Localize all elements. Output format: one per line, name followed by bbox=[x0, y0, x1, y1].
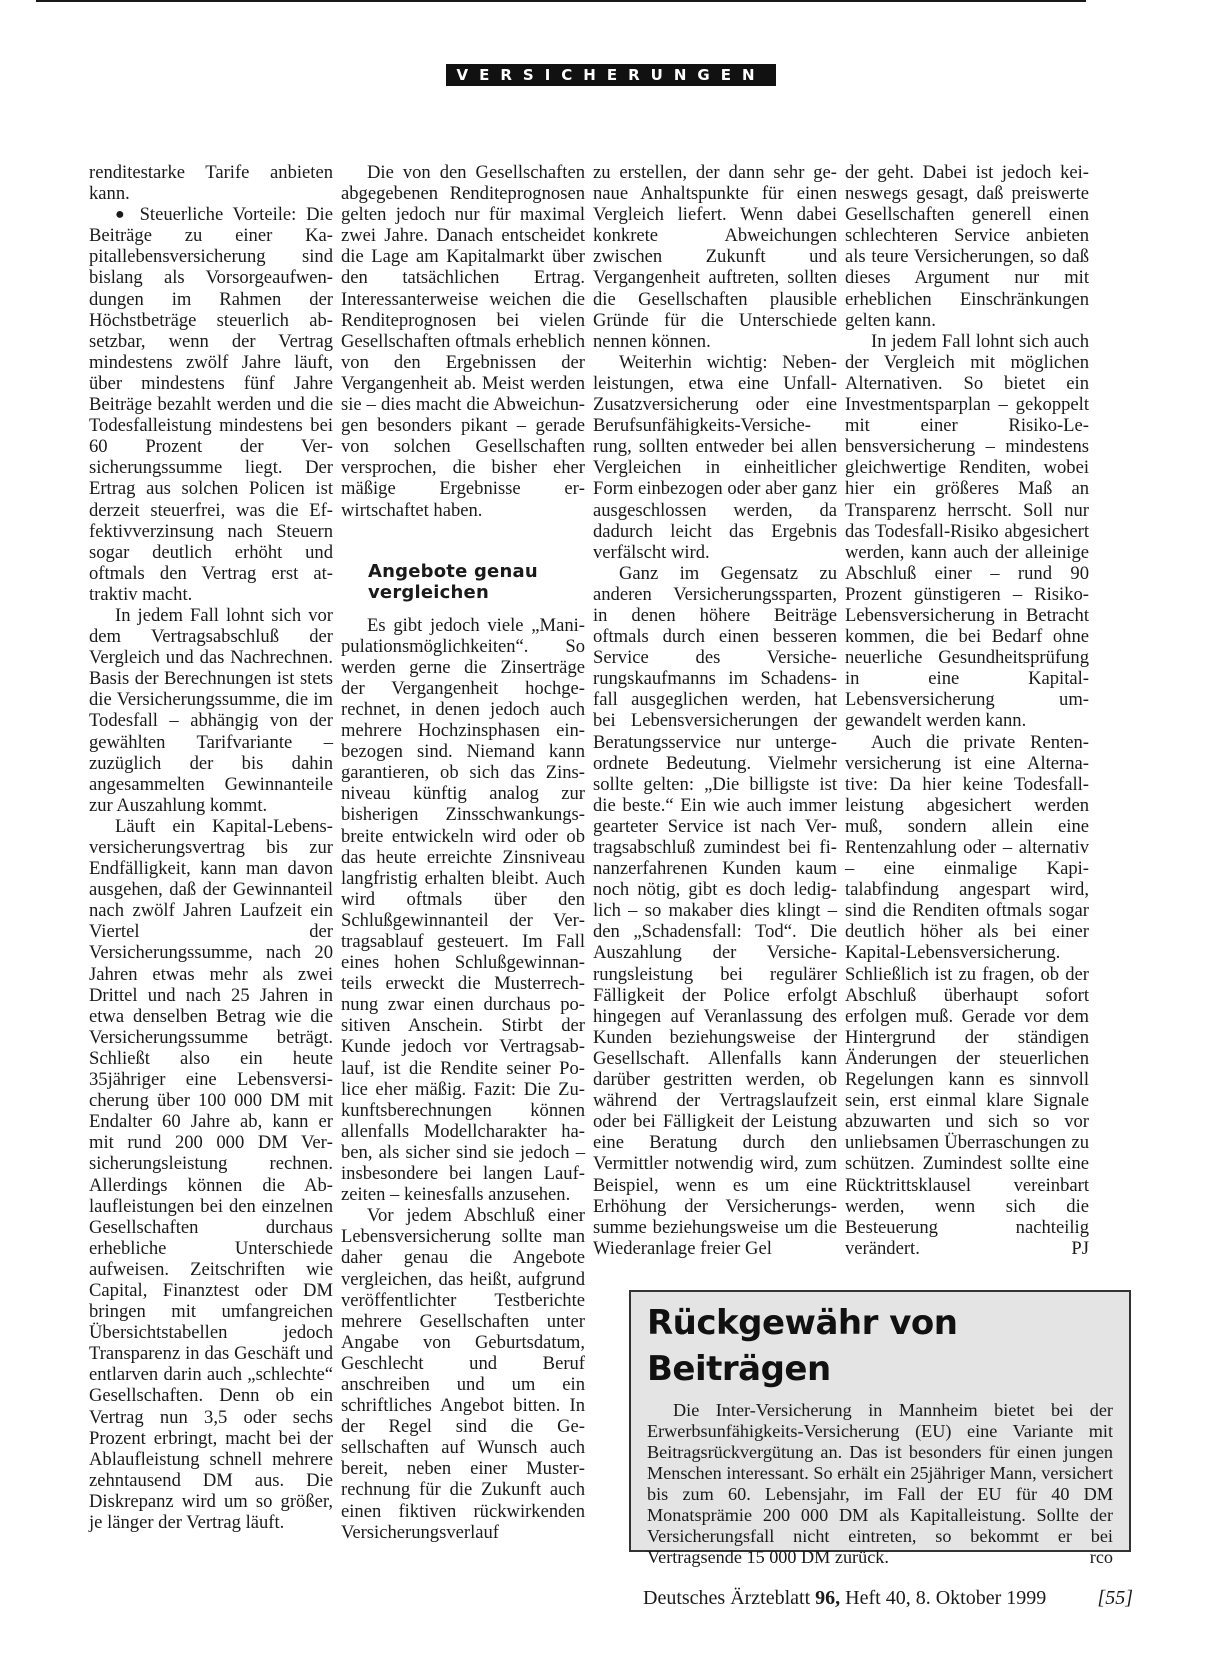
box-text bbox=[647, 1400, 1113, 1568]
top-rule bbox=[36, 0, 1086, 2]
paragraph bbox=[593, 162, 837, 352]
journal-issue: Heft 40, 8. Oktober 1999 bbox=[845, 1587, 1047, 1609]
paragraph-text: In jedem Fall lohnt sich vor dem Vertragsabschluß der Vergleich und das Nachrechnen. Basis der Berechnungen ist stets die Versicherungssumme, die im Todesfall – abhängig von der gewählten Tarifvariante – zuzüglich der bis dahin angesammelten Gewinnanteile zur Auszahlung kommt. bbox=[89, 604, 333, 816]
paragraph-text: renditestarke Tarife anbieten kann. bbox=[89, 162, 333, 205]
subheading: Angebote genau vergleichen bbox=[368, 560, 538, 603]
article-column-4 bbox=[845, 162, 1089, 1259]
paragraph bbox=[845, 162, 1089, 331]
article-column-2 bbox=[341, 162, 585, 1543]
paragraph-text: Steuerliche Vorteile: Die Beiträge zu einer Kapitallebensversicherung sind bislang als Vorsorgeaufwendungen im Rahmen der Höchstbeträge steuerlich absetzbar, wenn der Vertrag mindestens zwölf Jahre läuft, über mindestens fünf Jahre Beiträge bezahlt werden und die Todesfalleistung mindestens bei 60 Prozent der Versicherungssumme liegt. Der Ertrag aus solchen Policen ist derzeit steuerfrei, was die Effektivverzinsung nach Steuern sogar deutlich erhöht und oftmals den Vertrag erst attraktiv macht. bbox=[89, 204, 333, 605]
box-title: Rückgewähr von Beiträgen bbox=[647, 1303, 958, 1389]
paragraph bbox=[593, 563, 837, 1259]
paragraph-text: Weiterhin wichtig: Nebenleistungen, etwa eine Unfall-Zusatzversicherung oder eine Berufsunfähigkeits-Versicherung, sollten entweder bei allen Vergleichen in einheitlicher Form einbezogen oder aber ganz ausgeschlossen werden, da dadurch leicht das Ergebnis verfälscht wird. bbox=[593, 351, 837, 563]
paragraph bbox=[341, 1205, 585, 1543]
paragraph bbox=[845, 732, 1089, 1259]
paragraph bbox=[89, 605, 333, 816]
paragraph bbox=[341, 615, 585, 1206]
box-body: Die Inter-Versicherung in Mannheim bietet bei der Erwerbsunfähigkeits-Versicherung (EU) eine Variante mit Beitragsrückvergütung an. Das ist besonders für einen jungen Menschen interessant. So erhält ein 25jähriger Mann, versichert bis zum 60. Lebensjahr, im Fall der EU für 40 DM Monatsprämie 200 000 DM als Kapitalleistung. Sollte der Versicherungsfall nicht eintreten, so bekommt er bei Vertragsende 15 000 DM zurück. bbox=[647, 1400, 1113, 1567]
page-footer bbox=[643, 1586, 1133, 1610]
section-label: VERSICHERUNGEN bbox=[446, 64, 776, 86]
paragraph bbox=[341, 162, 585, 521]
paragraph-text: In jedem Fall lohnt sich auch der Vergleich mit möglichen Alternativen. So bietet ein Investmentsparplan – gekoppelt mit einer Risiko-Lebensversicherung – mindestens gleichwertige Renditen, wobei hier ein größeres Maß an Transparenz herrscht. Soll nur das Todesfall-Risiko abgesichert werden, kann auch der alleinige Abschluß einer – rund 90 Prozent günstigeren – Risiko-Lebensversicherung in Betracht kommen, die bei Bedarf ohne neuerliche Gesundheitsprüfung in eine Kapital-Lebensversicherung umgewandelt werden kann. bbox=[845, 330, 1089, 732]
journal-volume: 96, bbox=[815, 1587, 841, 1609]
paragraph-text: der geht. Dabei ist jedoch keineswegs gesagt, daß preiswerte Gesellschaften generell einen schlechteren Service anbieten als teure Versicherungen, so daß dieses Argument nur mit erheblichen Einschränkungen gelten kann. bbox=[845, 162, 1089, 331]
paragraph bbox=[593, 352, 837, 563]
paragraph-text: Es gibt jedoch viele „Manipulationsmöglichkeiten“. So werden gerne die Zinserträge der Vergangenheit hochgerechnet, in denen jedoch auch mehrere Hochzinsphasen einbezogen sind. Niemand kann garantieren, ob sich das Zinsniveau künftig analog zur bisherigen Zinsschwankungsbreite entwickeln wird oder ob das heute erreichte Zinsniveau langfristig erhalten bleibt. Auch wird oftmals über den Schlußgewinnanteil der Vertragsablauf gesteuert. Im Fall eines hohen Schlußgewinnanteils erweckt die Musterrechnung zwar einen durchaus positiven Anschein. Stirbt der Kunde jedoch vor Vertragsablauf, ist die Rendite seiner Police eher mäßig. Fazit: Die Zukunftsberechnungen können allenfalls Modellcharakter haben, als sicher sind sie jedoch – insbesondere bei langen Laufzeiten – keinesfalls anzusehen. bbox=[341, 614, 585, 1206]
paragraph bbox=[89, 816, 333, 1533]
paragraph-text: Ganz im Gegensatz zu anderen Versicherungssparten, in denen höhere Beiträge oftmals durch einen besseren Service des Versicherungskaufmanns im Schadensfall ausgeglichen werden, hat bei Lebensversicherungen der Beratungsservice nur untergeordnete Bedeutung. Vielmehr sollte gelten: „Die billigste ist die beste.“ Ein wie auch immer gearteter Service ist nach Vertragsabschluß zumindest bei finanzerfahrenen Kunden kaum noch nötig, gibt es doch lediglich – so makaber dies klingt – den „Schadensfall: Tod“. Die Auszahlung der Versicherungsleistung bei regulärer Fälligkeit der Police erfolgt hingegen auf Veranlassung des Kunden beziehungsweise der Gesellschaft. Allenfalls kann darüber gestritten werden, ob während der Vertragslaufzeit oder bei Fälligkeit der Leistung eine Beratung durch den Vermittler notwendig wird, zum Beispiel, wenn es um eine Erhöhung der Versicherungssumme beziehungsweise um die Wiederanlage freier Gel bbox=[593, 562, 837, 1259]
page-number: [55] bbox=[1097, 1587, 1133, 1609]
paragraph bbox=[89, 162, 333, 204]
journal-name: Deutsches Ärzteblatt bbox=[643, 1587, 811, 1609]
sidebar-box bbox=[629, 1290, 1131, 1567]
paragraph-text: Die von den Gesellschaften abgegebenen Renditeprognosen gelten jedoch nur für maximal zwei Jahre. Danach entscheidet die Lage am Kapitalmarkt über den tatsächlichen Ertrag. Interessanterweise weichen die Renditeprognosen bei vielen Gesellschaften oftmals erheblich von den Ergebnissen der Vergangenheit ab. Meist werden sie – dies macht die Abweichungen besonders pikant – gerade von solchen Gesellschaften versprochen, die bisher eher mäßige Ergebnisse erwirtschaftet haben. bbox=[341, 162, 585, 521]
article-column-3 bbox=[593, 162, 837, 1259]
paragraph bbox=[89, 204, 333, 605]
article-column-1 bbox=[89, 162, 333, 1533]
paragraph-text: Auch die private Rentenversicherung ist eine Alternative: Da hier keine Todesfallleistung abgesichert werden muß, sondern allein eine Rentenzahlung oder – alternativ – eine einmalige Kapitalabfindung angespart wird, sind die Renditen oftmals sogar deutlich höher als bei einer Kapital-Lebensversicherung. Schließlich ist zu fragen, ob der Abschluß überhaupt sofort erfolgen muß. Gerade vor dem Hintergrund der ständigen Änderungen der steuerlichen Regelungen kann es sinnvoll sein, erst einmal klare Signale abzuwarten und sich so vor unliebsamen Überraschungen zu schützen. Zumindest sollte eine Rücktrittsklausel vereinbart werden, wenn sich die Besteuerung nachteilig verändert. bbox=[845, 731, 1089, 1259]
paragraph-text: Läuft ein Kapital-Lebensversicherungsvertrag bis zur Endfälligkeit, kann man davon ausgehen, daß der Gewinnanteil nach zwölf Jahren Laufzeit ein Viertel der Versicherungssumme, nach 20 Jahren etwas mehr als zwei Drittel und nach 25 Jahren in etwa denselben Betrag wie die Versicherungssumme beträgt. Schließt also ein heute 35jähriger eine Lebensversicherung über 100 000 DM mit Endalter 60 Jahre ab, kann er mit rund 200 000 DM Versicherungsleistung rechnen. Allerdings können die Ablaufleistungen bei den einzelnen Gesellschaften durchaus erhebliche Unterschiede aufweisen. Zeitschriften wie Capital, Finanztest oder DM bringen mit umfangreichen Übersichtstabellen jedoch Transparenz in das Geschäft und entlarven darin auch „schlechte“ Gesellschaften. Denn ob ein Vertrag nun 3,5 oder sechs Prozent erbringt, macht bei der Ablaufleistung schnell mehrere zehntausend DM aus. Die Diskrepanz wird um so größer, je länger der Vertrag läuft. bbox=[89, 815, 333, 1533]
paragraph-text: Vor jedem Abschluß einer Lebensversicherung sollte man daher genau die Angebote vergleichen, das heißt, aufgrund veröffentlichter Testberichte mehrere Gesellschaften unter Angabe von Geburtsdatum, Geschlecht und Beruf anschreiben und um ein schriftliches Angebot bitten. In der Regel sind die Gesellschaften auf Wunsch auch bereit, neben einer Musterrechnung für die Zukunft auch einen fiktiven rückwirkenden Versicherungsverlauf bbox=[341, 1205, 585, 1543]
paragraph bbox=[845, 331, 1089, 732]
bullet-icon: ● bbox=[115, 206, 130, 224]
author-signature: PJ bbox=[1071, 1237, 1089, 1259]
paragraph-text: zu erstellen, der dann sehr genaue Anhaltspunkte für einen Vergleich liefert. Wenn dabei konkrete Abweichungen zwischen Zukunft und Vergangenheit auftreten, sollten die Gesellschaften plausible Gründe für die Unterschiede nennen können. bbox=[593, 162, 837, 352]
box-signature: rco bbox=[1089, 1547, 1113, 1567]
